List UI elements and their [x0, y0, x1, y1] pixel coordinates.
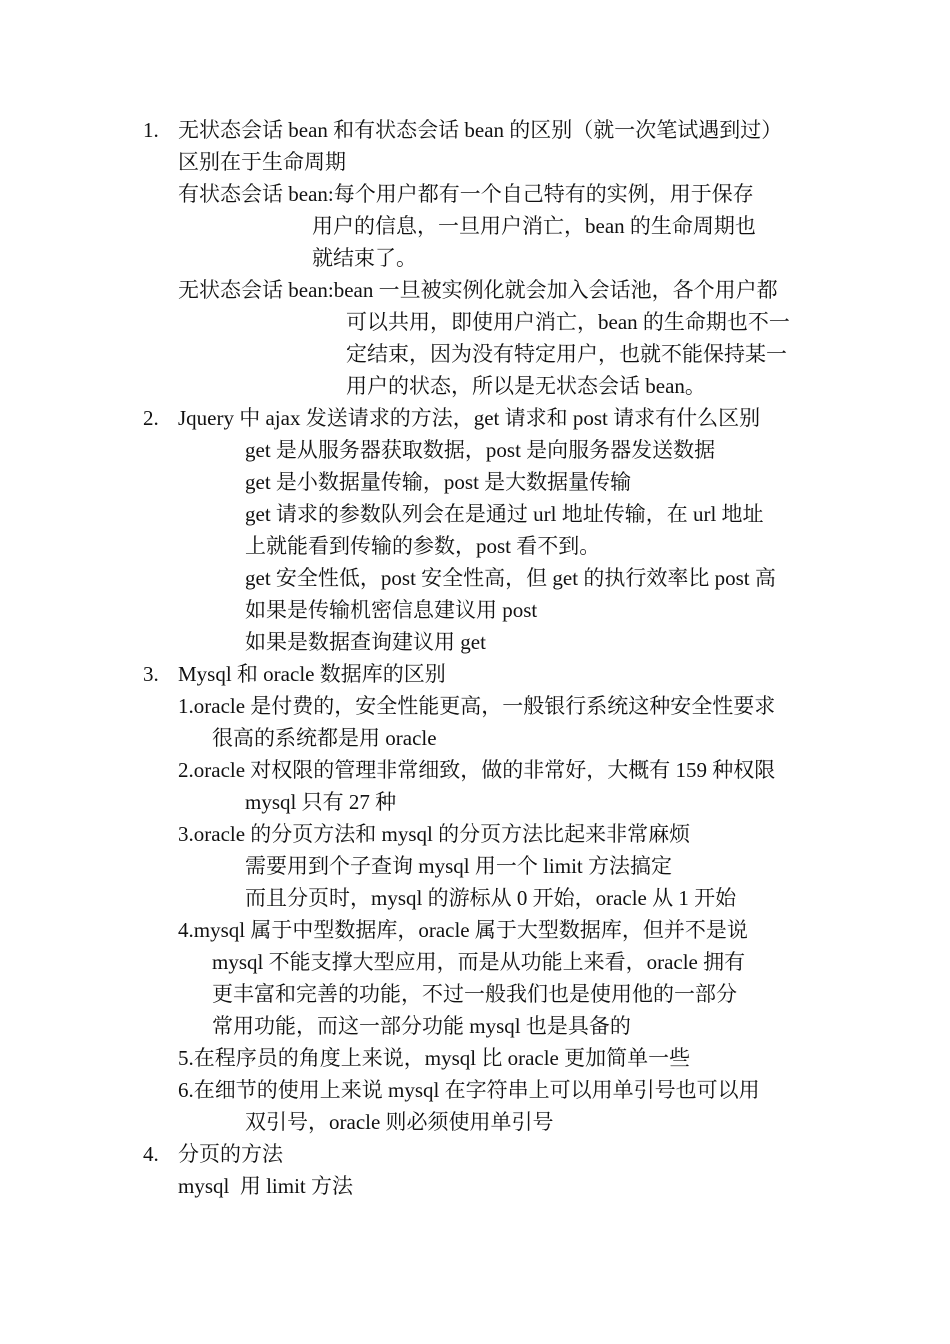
item-number: 4. [143, 1142, 159, 1166]
item-heading: Mysql 和 oracle 数据库的区别 [178, 662, 446, 686]
text-line: 需要用到个子查询 mysql 用一个 limit 方法搞定 [245, 854, 673, 878]
text-line: 就结束了。 [312, 246, 417, 270]
text-line: 常用功能，而这一部分功能 mysql 也是具备的 [212, 1014, 631, 1038]
text-line: 更丰富和完善的功能，不过一般我们也是使用他的一部分 [212, 982, 737, 1006]
text-line: 无状态会话 bean:bean 一旦被实例化就会加入会话池，各个用户都 [178, 278, 778, 302]
text-line: mysql 用 limit 方法 [178, 1174, 354, 1198]
text-line: 5.在程序员的角度上来说，mysql 比 oracle 更加简单一些 [178, 1046, 691, 1070]
text-line: 用户的信息，一旦用户消亡，bean 的生命周期也 [312, 214, 756, 238]
text-line: 4.mysql 属于中型数据库，oracle 属于大型数据库，但并不是说 [178, 918, 748, 942]
text-line: 而且分页时，mysql 的游标从 0 开始，oracle 从 1 开始 [245, 886, 737, 910]
text-line: get 是小数据量传输，post 是大数据量传输 [245, 470, 632, 494]
text-line: 有状态会话 bean:每个用户都有一个自己特有的实例，用于保存 [178, 182, 754, 206]
text-line: 如果是数据查询建议用 get [245, 630, 486, 654]
text-line: 上就能看到传输的参数，post 看不到。 [245, 534, 601, 558]
item-number: 1. [143, 118, 159, 142]
text-line: 如果是传输机密信息建议用 post [245, 598, 538, 622]
item-heading: 无状态会话 bean 和有状态会话 bean 的区别（就一次笔试遇到过） [178, 118, 783, 142]
item-number: 3. [143, 662, 159, 686]
text-line: 可以共用，即使用户消亡，bean 的生命期也不一 [346, 310, 790, 334]
text-line: 1.oracle 是付费的，安全性能更高，一般银行系统这种安全性要求 [178, 694, 776, 718]
text-line: get 请求的参数队列会在是通过 url 地址传输，在 url 地址 [245, 502, 764, 526]
text-line: 6.在细节的使用上来说 mysql 在字符串上可以用单引号也可以用 [178, 1078, 760, 1102]
text-line: 3.oracle 的分页方法和 mysql 的分页方法比起来非常麻烦 [178, 822, 691, 846]
text-line: mysql 不能支撑大型应用，而是从功能上来看，oracle 拥有 [212, 950, 746, 974]
item-number: 2. [143, 406, 159, 430]
text-line: 用户的状态，所以是无状态会话 bean。 [346, 374, 706, 398]
text-line: 2.oracle 对权限的管理非常细致，做的非常好，大概有 159 种权限 [178, 758, 776, 782]
text-line: get 是从服务器获取数据，post 是向服务器发送数据 [245, 438, 716, 462]
item-heading: Jquery 中 ajax 发送请求的方法，get 请求和 post 请求有什么区别 [178, 406, 761, 430]
item-heading: 分页的方法 [178, 1142, 283, 1166]
text-line: 定结束，因为没有特定用户，也就不能保持某一 [346, 342, 787, 366]
text-line: 双引号，oracle 则必须使用单引号 [245, 1110, 554, 1134]
text-line: get 安全性低，post 安全性高，但 get 的执行效率比 post 高 [245, 566, 776, 590]
text-line: 区别在于生命周期 [178, 150, 346, 174]
text-line: mysql 只有 27 种 [245, 790, 397, 814]
text-line: 很高的系统都是用 oracle [212, 726, 437, 750]
